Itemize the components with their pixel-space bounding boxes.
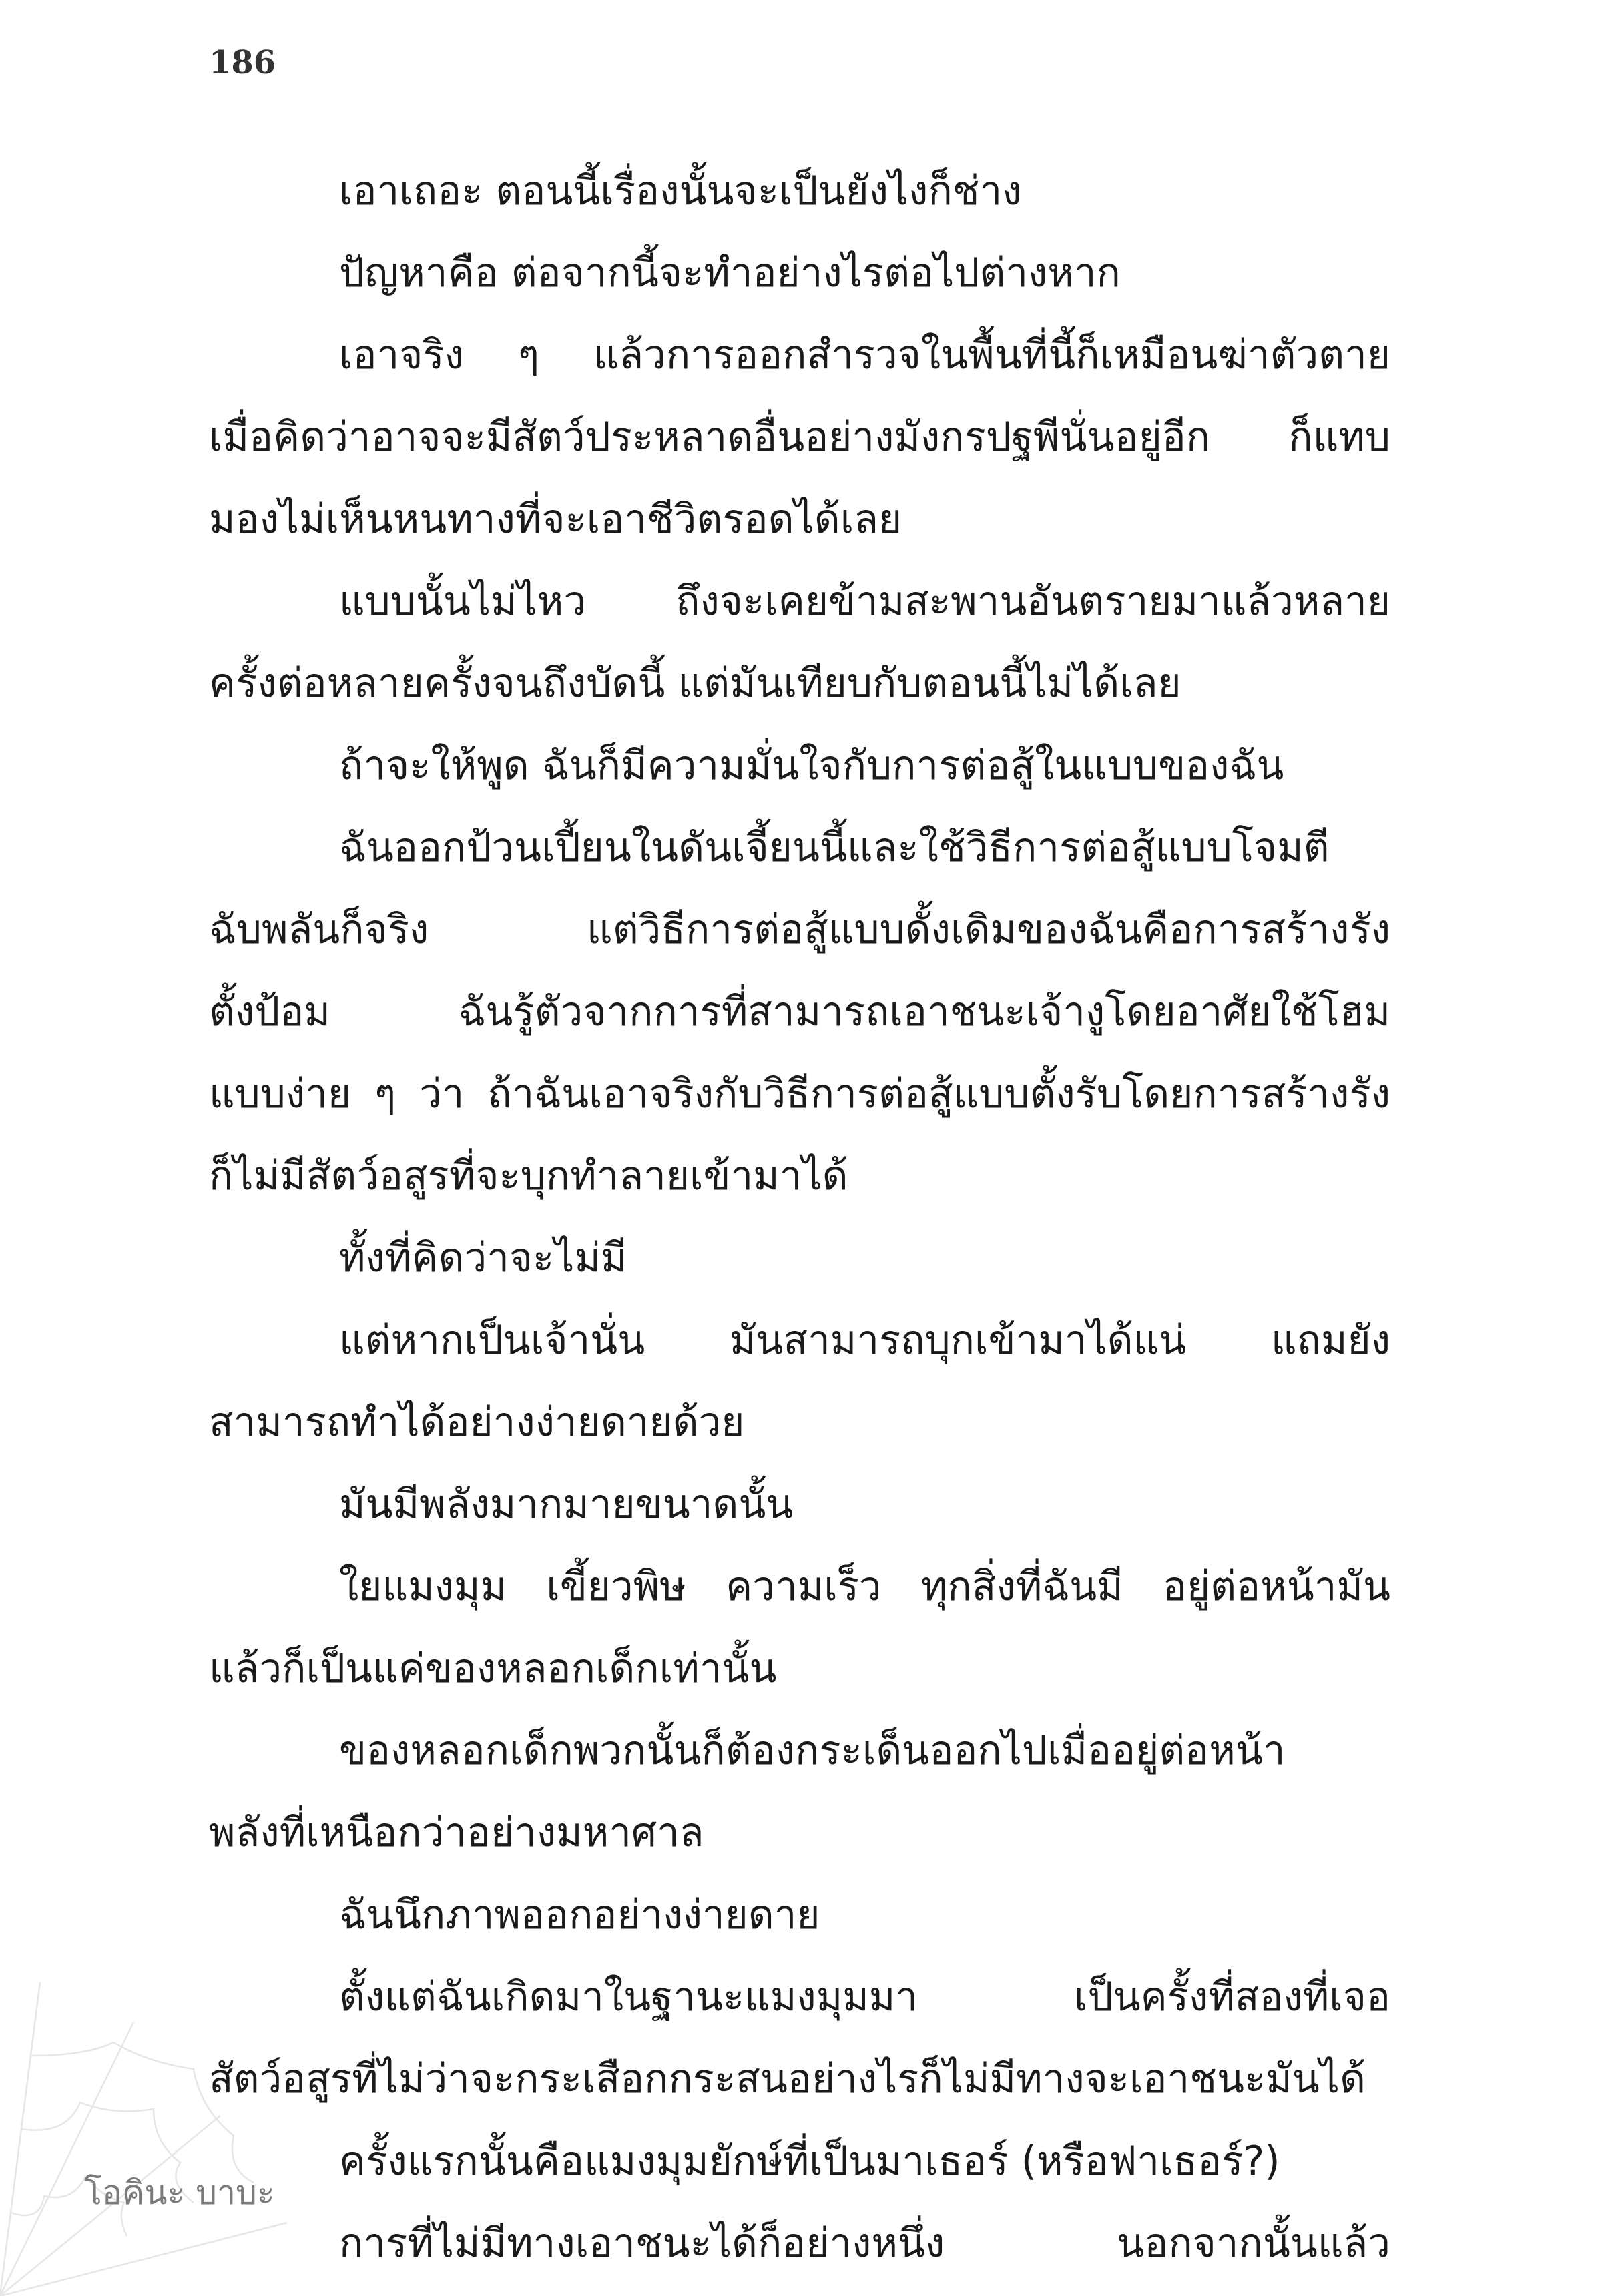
text-line: แต่หากเป็นเจ้านั่น มันสามารถบุกเข้ามาได้แน่ แถมยัง xyxy=(339,1317,1390,1364)
text-line: ก็ไม่มีสัตว์อสูรที่จะบุกทำลายเข้ามาได้ xyxy=(209,1153,848,1199)
text-line: ฉันนึกภาพออกอย่างง่ายดาย xyxy=(339,1892,820,1938)
text-line: ตั้งป้อม ฉันรู้ตัวจากการที่สามารถเอาชนะเจ้างูโดยอาศัยใช้โฮม xyxy=(209,988,1390,1035)
text-line: ฉันออกป้วนเปี้ยนในดันเจี้ยนนี้และใช้วิธีการต่อสู้แบบโจมตี xyxy=(339,824,1330,871)
text-line: ครั้งต่อหลายครั้งจนถึงบัดนี้ แต่มันเทียบกับตอนนี้ไม่ได้เลย xyxy=(209,660,1181,707)
body-text xyxy=(209,150,1390,2267)
text-line: ครั้งแรกนั้นคือแมงมุมยักษ์ที่เป็นมาเธอร์ (หรือฟาเธอร์?) xyxy=(339,2138,1280,2185)
text-line: เอาจริง ๆ แล้วการออกสำรวจในพื้นที่นี้ก็เหมือนฆ่าตัวตาย xyxy=(339,332,1390,378)
text-line: ปัญหาคือ ต่อจากนี้จะทำอย่างไรต่อไปต่างหาก xyxy=(339,250,1121,296)
text-line: แบบนั้นไม่ไหว ถึงจะเคยข้ามสะพานอันตรายมาแล้วหลาย xyxy=(339,578,1390,625)
text-line: สามารถทำได้อย่างง่ายดายด้วย xyxy=(209,1399,745,1446)
text-line: การที่ไม่มีทางเอาชนะได้ก็อย่างหนึ่ง นอกจากนั้นแล้ว xyxy=(339,2220,1390,2267)
text-line: มันมีพลังมากมายขนาดนั้น xyxy=(339,1481,794,1528)
text-line: พลังที่เหนือกว่าอย่างมหาศาล xyxy=(209,1809,704,1856)
footer-author: โอคินะ บาบะ xyxy=(84,2173,275,2212)
text-line: มองไม่เห็นหนทางที่จะเอาชีวิตรอดได้เลย xyxy=(209,496,902,543)
text-line: ถ้าจะให้พูด ฉันก็มีความมั่นใจกับการต่อสู้ในแบบของฉัน xyxy=(339,742,1284,789)
text-line: ใยแมงมุม เขี้ยวพิษ ความเร็ว ทุกสิ่งที่ฉันมี อยู่ต่อหน้ามัน xyxy=(339,1563,1390,1610)
text-line: แล้วก็เป็นแค่ของหลอกเด็กเท่านั้น xyxy=(209,1645,777,1692)
text-line: ตั้งแต่ฉันเกิดมาในฐานะแมงมุมมา เป็นครั้งที่สองที่เจอ xyxy=(339,1974,1390,2020)
page-number: 186 xyxy=(209,44,276,81)
text-line: ฉับพลันก็จริง แต่วิธีการต่อสู้แบบดั้งเดิมของฉันคือการสร้างรัง xyxy=(209,906,1390,953)
text-line: แบบง่าย ๆ ว่า ถ้าฉันเอาจริงกับวิธีการต่อสู้แบบตั้งรับโดยการสร้างรัง xyxy=(209,1071,1390,1117)
spider-web-icon xyxy=(0,1982,294,2296)
text-line: ทั้งที่คิดว่าจะไม่มี xyxy=(339,1235,627,1281)
text-line: ของหลอกเด็กพวกนั้นก็ต้องกระเด็นออกไปเมื่ออยู่ต่อหน้า xyxy=(339,1727,1286,1774)
text-line: สัตว์อสูรที่ไม่ว่าจะกระเสือกกระสนอย่างไรก็ไม่มีทางจะเอาชนะมันได้ xyxy=(209,2056,1366,2102)
text-line: เอาเถอะ ตอนนี้เรื่องนั้นจะเป็นยังไงก็ช่าง xyxy=(339,168,1022,214)
text-line: เมื่อคิดว่าอาจจะมีสัตว์ประหลาดอื่นอย่างมังกรปฐพีนั่นอยู่อีก ก็แทบ xyxy=(209,414,1390,461)
